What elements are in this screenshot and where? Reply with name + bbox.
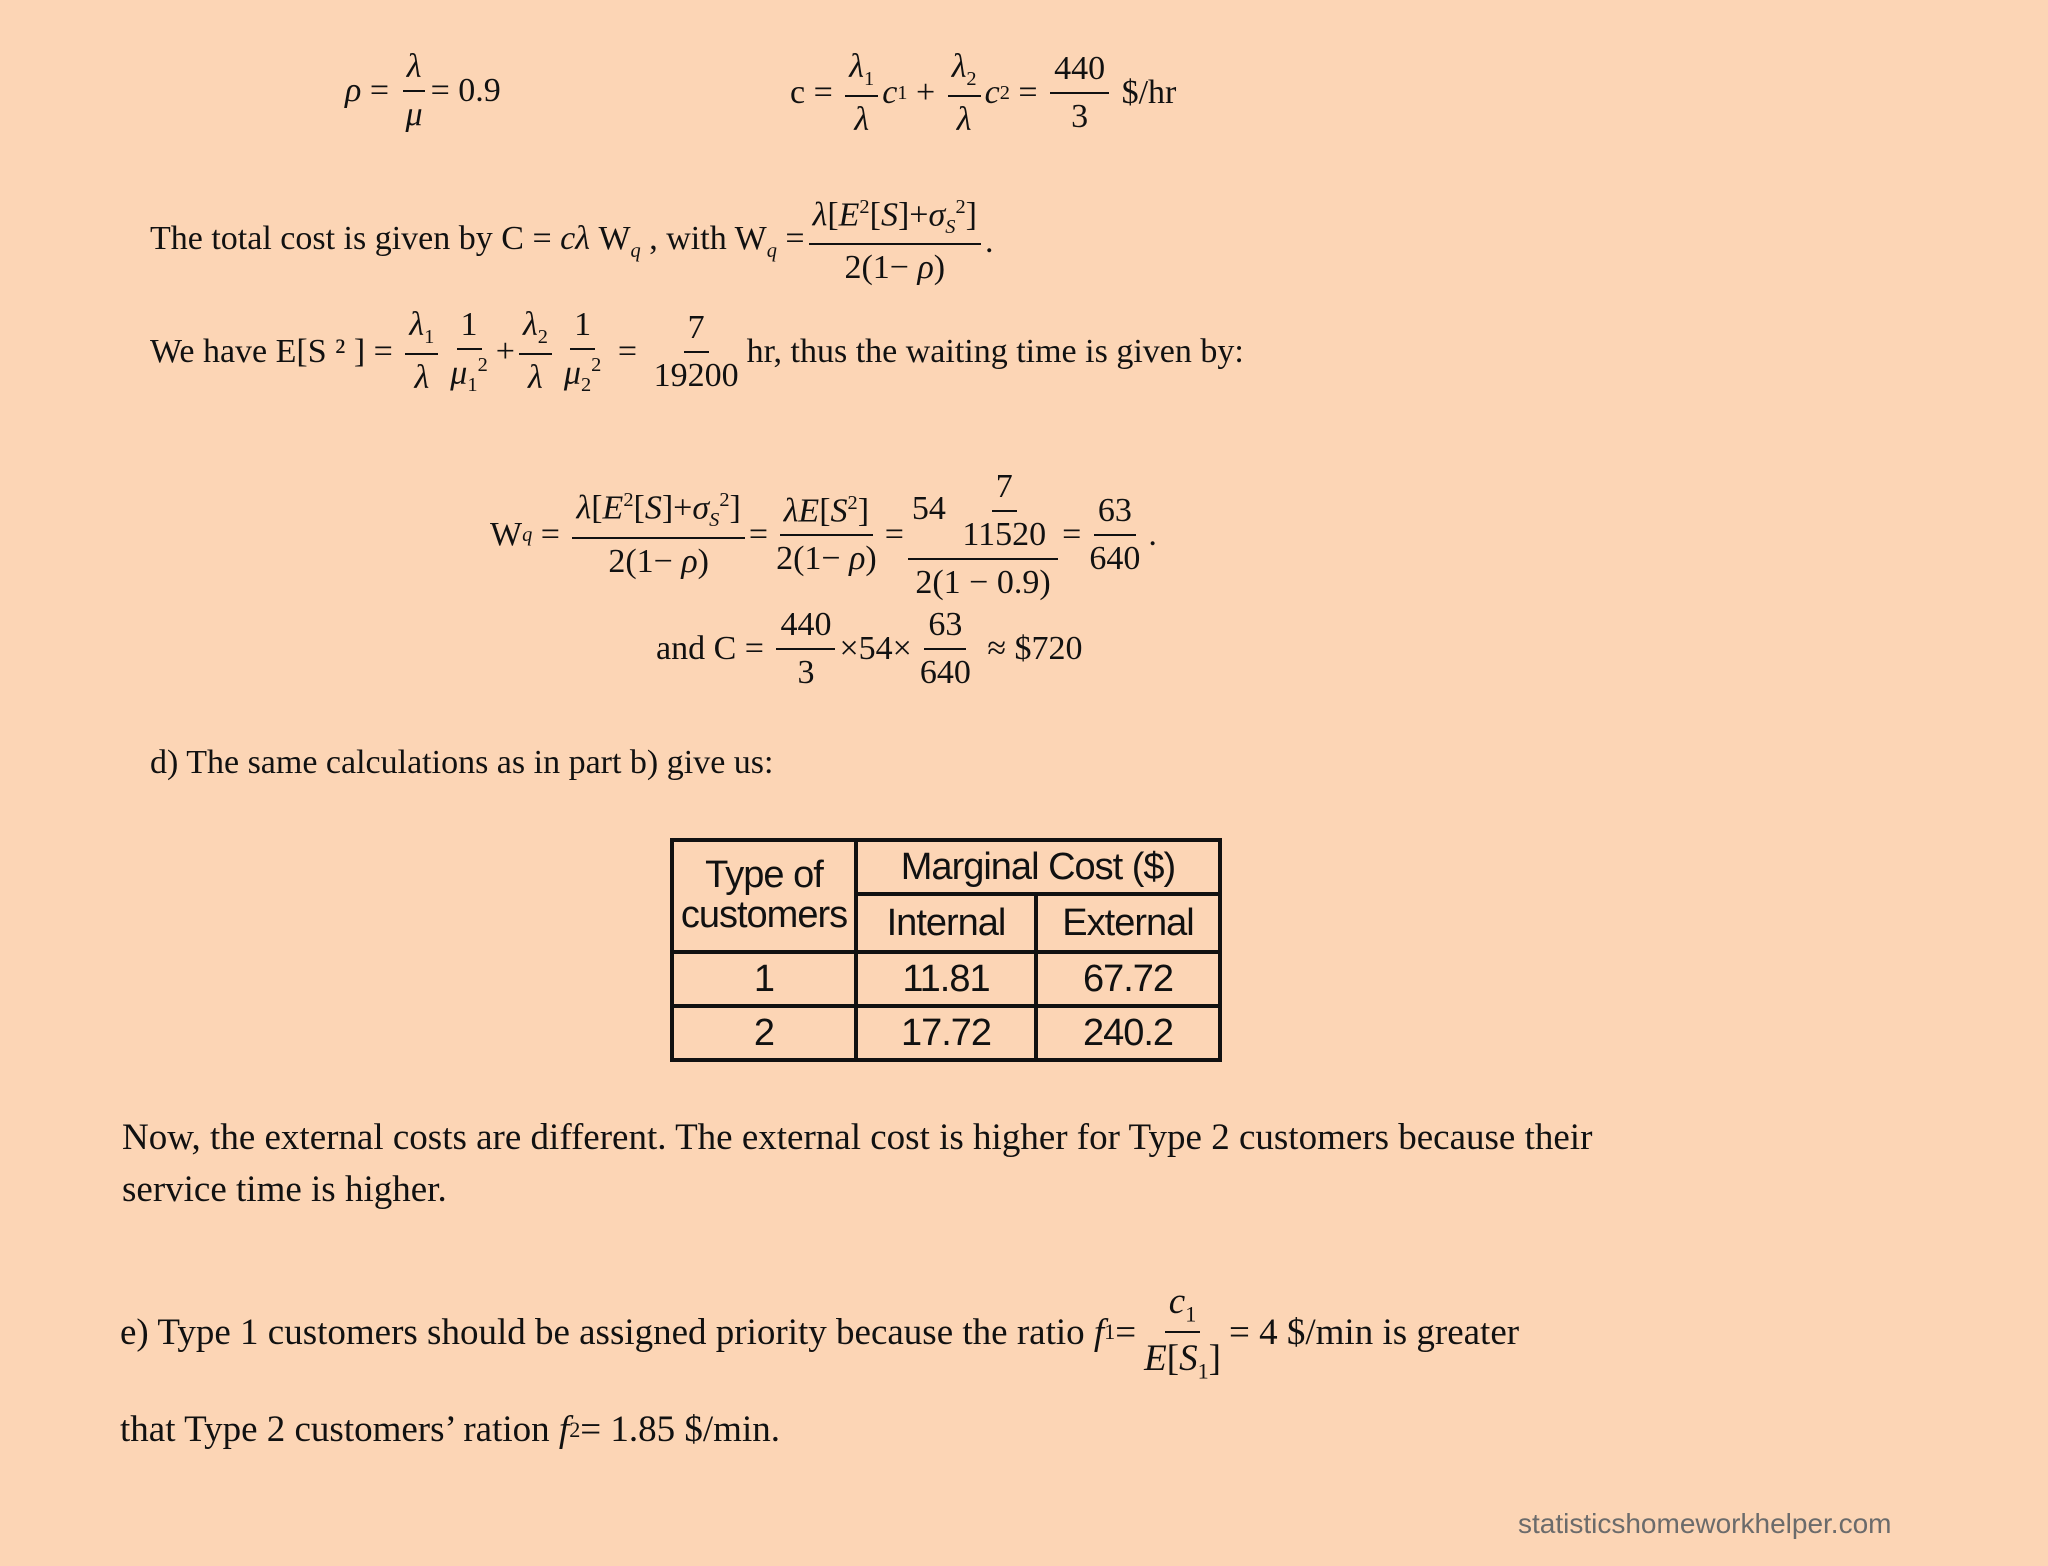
- part-e-line-2: that Type 2 customers’ ration f 2 = 1.85 $/min.: [120, 1409, 780, 1450]
- es2-tail: hr, thus the waiting time is given by:: [746, 332, 1244, 370]
- header-type-label: Type of customers: [680, 854, 848, 936]
- es2-line: We have E[S ² ] = $\frac{\lambda_1}{\lambda}$ $\frac{1}{\mu_1^2}$ + $\frac{\lambda_2}{\lambda}$ $\frac{1}{\mu_2^2}$ = $\frac{7}{19200}$ hr, thus the waiting time is given by:: [150, 306, 1244, 397]
- cell-external: 67.72: [1036, 952, 1220, 1006]
- header-marginal-cost: Marginal Cost ($): [856, 840, 1220, 894]
- cell-type: 2: [672, 1006, 856, 1060]
- part-e-text-a: e) Type 1 customers should be assigned priority because the ratio: [120, 1311, 1085, 1353]
- equation-c-result: and C = $\frac{440}{3}$ ×54× $\frac{63}{640}$ ≈ $720: [656, 606, 1083, 691]
- equation-rho: ρ = $\frac{\lambda}{\mu}$ = 0.9: [345, 48, 501, 133]
- part-e-text-b: = 4 $/min is greater: [1229, 1311, 1520, 1353]
- marginal-cost-table: [670, 838, 1222, 1062]
- part-e-line-1: e) Type 1 customers should be assigned priority because the ratio f 1 = $\frac{c_1}{E[S_1]}$ = 4 $/min is greater: [120, 1281, 1520, 1384]
- header-type-of-customers: [672, 840, 856, 952]
- part-e-text-c: that Type 2 customers’ ration: [120, 1409, 550, 1450]
- watermark: statisticshomeworkhelper.com: [1518, 1508, 1892, 1539]
- total-cost-line: The total cost is given by C = cλ $W_q$ , with $W_q$ = $\frac{\lambda[E^2[S]+\sigma_S^2]}{2(1- \rho)}$ .: [150, 196, 994, 287]
- header-internal: Internal: [856, 894, 1036, 952]
- equation-cost-rate: c = $\frac{\lambda_1}{\lambda}$ c 1 + $\frac{\lambda_2}{\lambda}$ c 2 = $\frac{440}{3}$ $/hr: [790, 48, 1177, 138]
- part-d-text: d) The same calculations as in part b) give us:: [150, 744, 774, 781]
- external-cost-paragraph: Now, the external costs are different. The external cost is higher for Type 2 customers because their service time is higher.: [122, 1117, 1593, 1210]
- cell-type: 1: [672, 952, 856, 1006]
- table-row: [672, 952, 1220, 1006]
- cell-internal: 11.81: [856, 952, 1036, 1006]
- es2-intro: We have E[S ² ] =: [150, 332, 393, 370]
- equation-wq-result: W q = $\frac{\lambda[E^2[S]+\sigma_S^2]}{2(1- \rho)}$ = $\frac{\lambda E[S^2]}{2(1- \rho)}$ = 54 $\frac{7}{11520}$ 2(1 − 0.9) = $\frac{63}{640}$ .: [490, 468, 1157, 601]
- part-e-value: = 1.85 $/min.: [580, 1409, 780, 1450]
- cell-internal: 17.72: [856, 1006, 1036, 1060]
- table-row: [672, 1006, 1220, 1060]
- header-external: External: [1036, 894, 1220, 952]
- cell-external: 240.2: [1036, 1006, 1220, 1060]
